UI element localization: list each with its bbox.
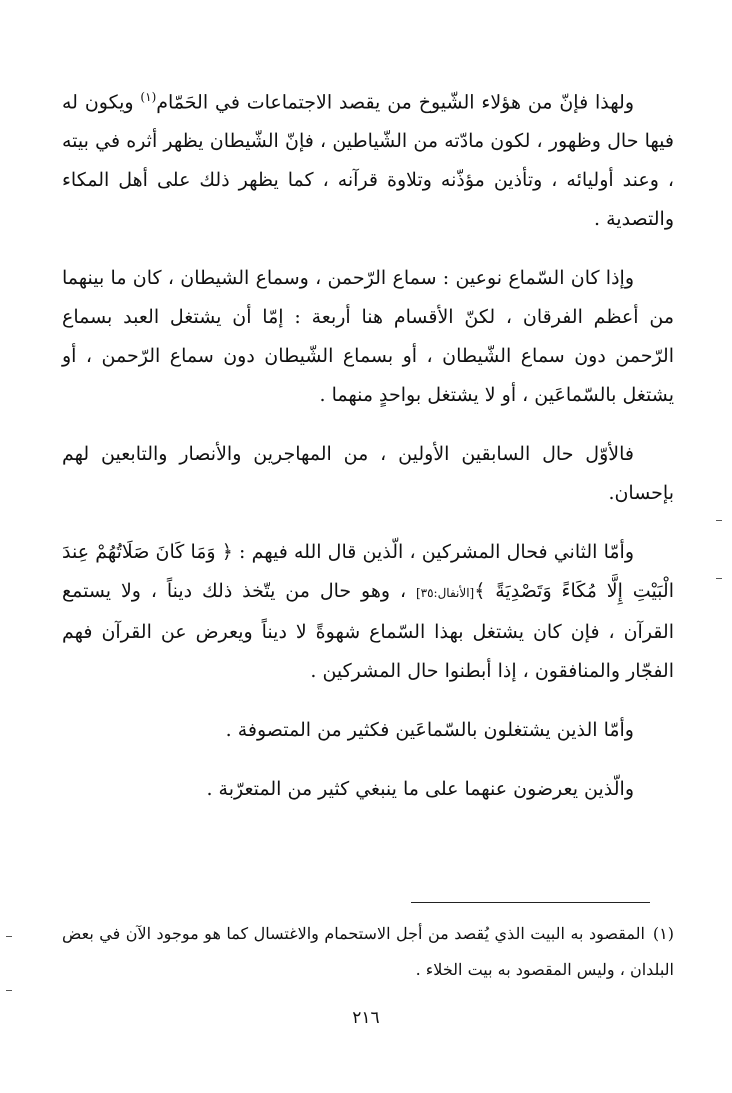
paragraph-1 [62,78,674,239]
paragraph-6: والّذين يعرضون عنهما على ما ينبغي كثير من المتعرّبة . [206,778,634,801]
main-text [62,78,674,829]
paragraph-1-text: ولهذا فإنّ من هؤلاء الشّيوخ من يقصد الاجتماعات في الحَمّام [156,91,635,114]
page-number: ٢١٦ [352,1008,380,1028]
paragraph-4-intro: وأمّا الثاني فحال المشركين ، الّذين قال الله فيهم : [232,541,634,564]
paragraph-2: وإذا كان السّماع نوعين : سماع الرّحمن ، وسماع الشيطان ، كان ما بينهما من أعظم الفرقان ، لكنّ الأقسام هنا أربعة : إمّا أن يشتغل العبد بسماع الرّحمن دون سماع الشّيطان ، أو بسماع الشّيطان دون سماع الرّحمن ، أو يشتغل بالسّماعَين ، أو لا يشتغل بواحدٍ منهما . [62,267,674,407]
footnote-reference[interactable]: (١) [140,90,157,104]
margin-mark [6,936,12,937]
footnote [62,916,674,988]
paragraph-3: فالأوّل حال السابقين الأولين ، من المهاجرين والأنصار والتابعين لهم بإحسان. [62,443,674,505]
paragraph-4 [62,533,674,691]
quran-verse: ﴿ وَمَا كَانَ صَلَاتُهُمْ عِندَ الْبَيْتِ إِلَّا مُكَاءً وَتَصْدِيَةً ﴾ [62,541,674,603]
margin-mark [716,520,722,521]
verse-citation: [الأنفال:٣٥] [415,586,475,601]
footnote-number: (١) [652,924,674,943]
paragraph-1-continuation: ويكون له فيها حال وظهور ، لكون مادّته من الشّياطين ، فإنّ الشّيطان يظهر أثره في بيته ، وعند أوليائه ، وتأذين مؤذّنه وتلاوة قرآنه ، كما يظهر ذلك على أهل المكاء والتصدية . [62,91,674,231]
paragraph-5: وأمّا الذين يشتغلون بالسّماعَين فكثير من المتصوفة . [225,719,634,742]
footnote-divider [411,902,650,903]
footnote-text: المقصود به البيت الذي يُقصد من أجل الاستحمام والاغتسال كما هو موجود الآن في بعض البلدان ، وليس المقصود به بيت الخلاء . [62,924,674,979]
margin-mark [716,578,722,579]
paragraph-4-continuation: ، وهو حال من يتّخذ ذلك ديناً ، ولا يستمع القرآن ، فإن كان يشتغل بهذا السّماع شهوةً لا ديناً ويعرض عن القرآن فهم الفجّار والمنافقون ، إذا أبطنوا حال المشركين . [62,580,674,683]
margin-mark [6,990,12,991]
